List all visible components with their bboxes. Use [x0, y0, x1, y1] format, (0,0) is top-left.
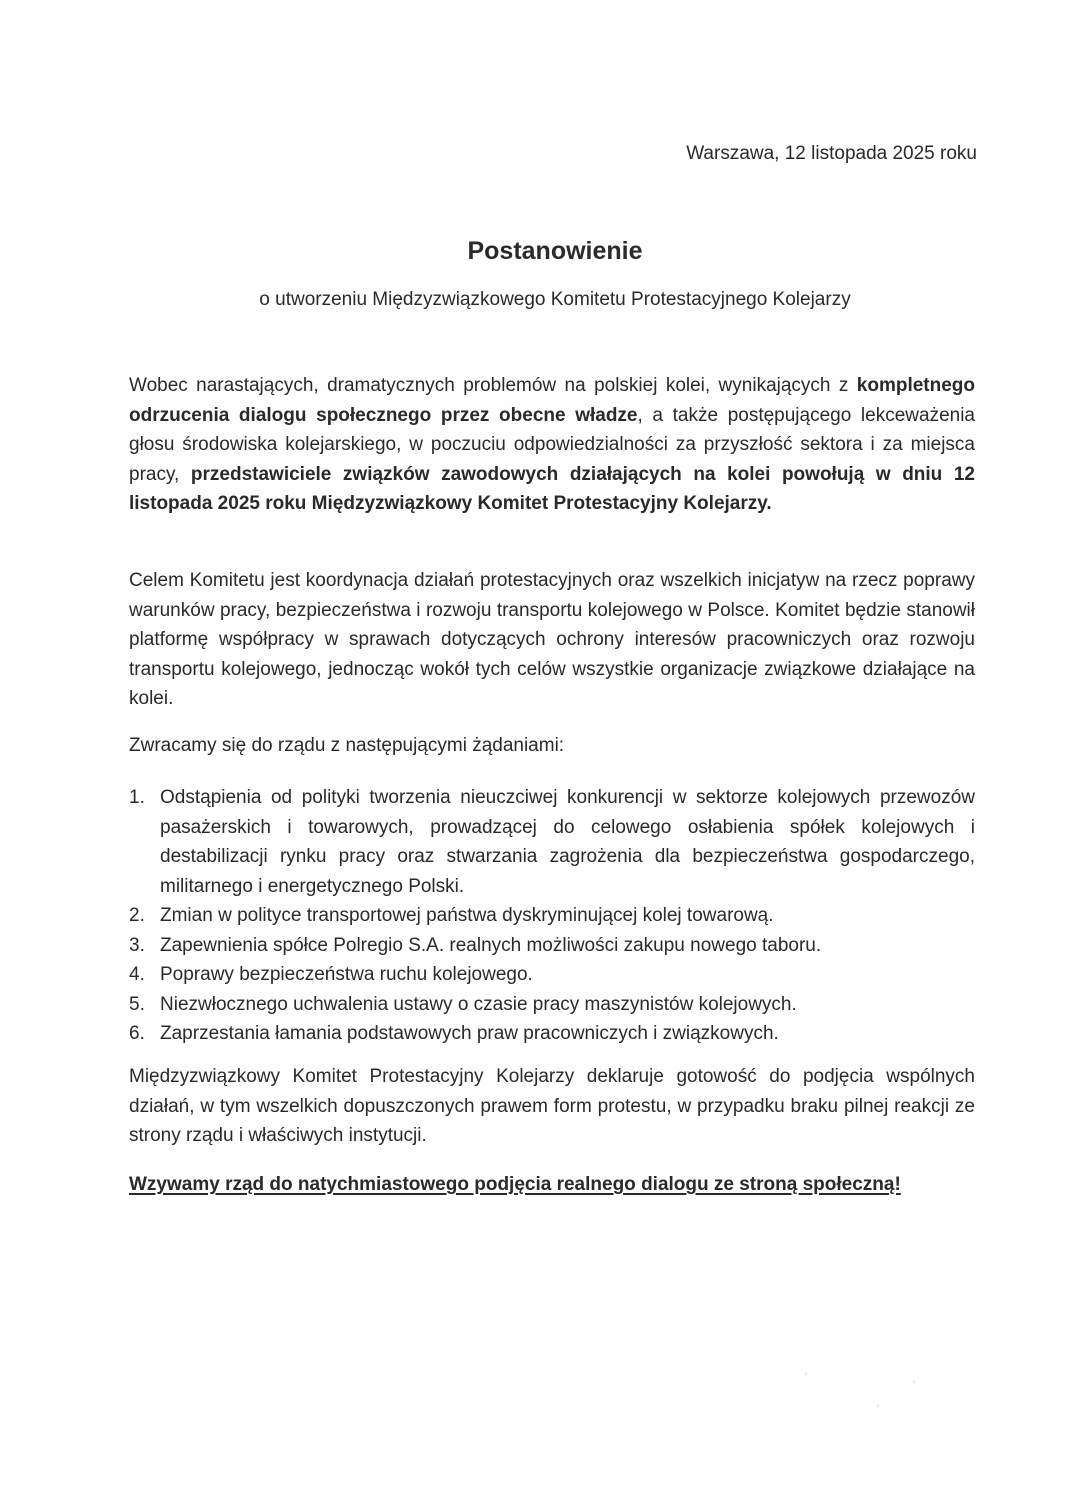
- list-number: 2.: [129, 905, 145, 926]
- list-text: Zmian w polityce transportowej państwa dyskryminującej kolej towarową.: [160, 905, 774, 926]
- list-item: [129, 783, 975, 901]
- paragraph-text: , a także postępującego lekceważenia głosu środowiska kolejarskiego, w poczuciu odpowiedzialności za przyszłość sektora i za miejsca pracy,: [129, 404, 976, 485]
- list-number: 4.: [129, 964, 145, 985]
- paragraph-text: Wobec narastających, dramatycznych problemów na polskiej kolei, wynikających z: [129, 375, 857, 396]
- list-text: Niezwłocznego uchwalenia ustawy o czasie pracy maszynistów kolejowych.: [160, 993, 797, 1015]
- closing-call: Wzywamy rząd do natychmiastowego podjęcia realnego dialogu ze stroną społeczną!: [129, 1174, 901, 1195]
- list-item: [129, 1019, 975, 1049]
- document-title: Postanowienie: [467, 237, 643, 265]
- list-text: Zapewnienia spółce Polregio S.A. realnych możliwości zakupu nowego taboru.: [160, 934, 822, 956]
- list-text: Zaprzestania łamania podstawowych praw pracowniczych i związkowych.: [160, 1023, 779, 1044]
- list-item: [129, 990, 975, 1020]
- list-number: 1.: [129, 787, 145, 808]
- list-item: [129, 931, 975, 961]
- paragraph-declaration: Międzyzwiązkowy Komitet Protestacyjny Kolejarzy deklaruje gotowość do podjęcia wspólnych działań, w tym wszelkich dopuszczonych prawem form protestu, w przypadku braku pilnej reakcji ze strony rządu i właściwych instytucji.: [129, 1066, 975, 1146]
- list-item: [129, 901, 975, 931]
- paragraph-purpose: Celem Komitetu jest koordynacja działań protestacyjnych oraz wszelkich inicjatyw na rzecz poprawy warunków pracy, bezpieczeństwa i rozwoju transportu kolejowego w Polsce. Komitet będzie stanowił platformę współpracy w sprawach dotyczących ochrony interesów pracowniczych oraz rozwoju transportu kolejowego, jednocząc wokół tych celów wszystkie organizacje związkowe działające na kolei.: [129, 570, 975, 709]
- date-line: Warszawa, 12 listopada 2025 roku: [686, 143, 977, 164]
- list-number: 6.: [129, 1023, 145, 1044]
- scan-noise: [770, 1350, 950, 1430]
- list-item: [129, 960, 975, 990]
- list-number: 5.: [129, 993, 145, 1015]
- demands-intro: Zwracamy się do rządu z następującymi żądaniami:: [129, 735, 565, 756]
- document-subtitle: o utworzeniu Międzyzwiązkowego Komitetu Protestacyjnego Kolejarzy: [259, 289, 851, 310]
- demands-list: [129, 783, 975, 1049]
- list-text: Poprawy bezpieczeństwa ruchu kolejowego.: [160, 964, 533, 985]
- list-number: 3.: [129, 934, 145, 956]
- bold-text: przedstawiciele związków zawodowych działających na kolei powołują w dniu 12 listopada 2025 roku Międzyzwiązkowy Komitet Protestacyjny Kolejarzy.: [129, 463, 975, 514]
- bold-text: kompletnego odrzucenia dialogu społecznego przez obecne władze: [129, 375, 975, 426]
- paragraph-establishment: [129, 371, 975, 519]
- list-text: Odstąpienia od polityki tworzenia nieuczciwej konkurencji w sektorze kolejowych przewozów pasażerskich i towarowych, prowadzącej do celowego osłabienia spółek kolejowych i destabilizacji rynku pracy oraz stwarzania zagrożenia dla bezpieczeństwa gospodarczego, militarnego i energetycznego Polski.: [160, 787, 975, 897]
